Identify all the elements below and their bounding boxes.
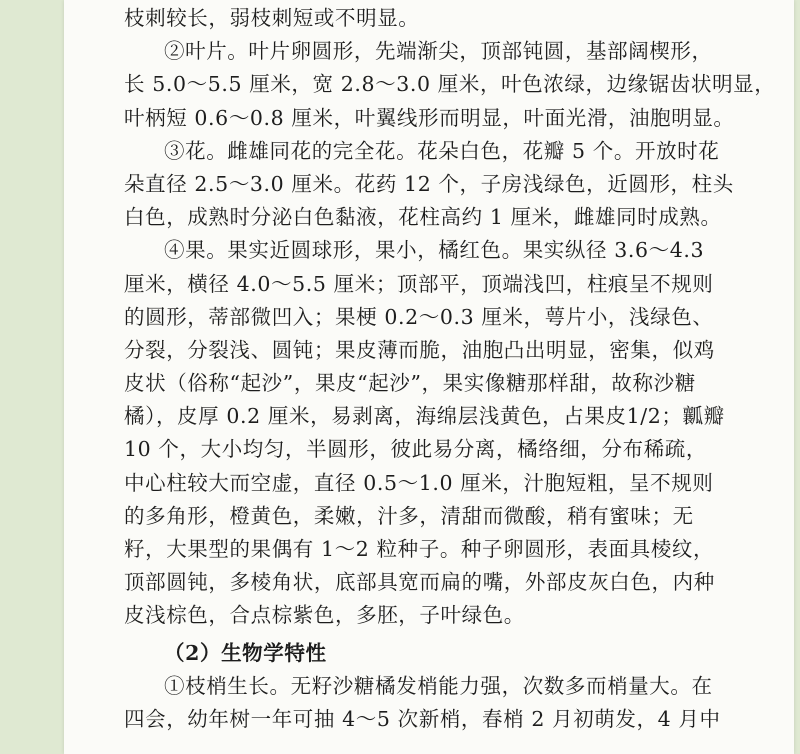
text-line: 顶部圆钝，多棱角状，底部具宽而扁的嘴，外部皮灰白色，内种: [124, 570, 715, 595]
paragraph-shoot-growth-start: ①枝梢生长。无籽沙糖橘发梢能力强，次数多而梢量大。在: [164, 673, 713, 698]
section-heading: （2）生物学特性: [164, 640, 327, 665]
document-page: [64, 0, 794, 754]
text-line: 朵直径 2.5～3.0 厘米。花药 12 个，子房浅绿色，近圆形，柱头: [124, 171, 734, 196]
text-line: 的圆形，蒂部微凹入；果梗 0.2～0.3 厘米，萼片小，浅绿色、: [124, 304, 714, 329]
text-line: 叶柄短 0.6～0.8 厘米，叶翼线形而明显，叶面光滑，油胞明显。: [124, 105, 735, 130]
text-line: 10 个，大小均匀，半圆形，彼此易分离，橘络细，分布稀疏，: [124, 437, 707, 462]
text-line: 长 5.0～5.5 厘米，宽 2.8～3.0 厘米，叶色浓绿，边缘锯齿状明显，: [124, 72, 776, 97]
body-text: [124, 2, 792, 736]
text-line: 白色，成熟时分泌白色黏液，花柱高约 1 厘米，雌雄同时成熟。: [124, 205, 722, 230]
text-line: 的多角形，橙黄色，柔嫩，汁多，清甜而微酸，稍有蜜味；无: [124, 503, 694, 528]
text-line: 籽，大果型的果偶有 1～2 粒种子。种子卵圆形，表面具棱纹，: [124, 537, 715, 561]
text-line: 皮浅棕色，合点棕紫色，多胚，子叶绿色。: [124, 603, 525, 628]
paragraph-leaf-start: ②叶片。叶片卵圆形，先端渐尖，顶部钝圆，基部阔楔形，: [164, 39, 713, 64]
text-line: 分裂，分裂浅、圆钝；果皮薄而脆，油胞凸出明显，密集，似鸡: [124, 337, 715, 362]
text-line: 皮状（俗称“起沙”，果皮“起沙”，果实像糖那样甜，故称沙糖: [124, 371, 696, 396]
paragraph-flower-start: ③花。雌雄同花的完全花。花朵白色，花瓣 5 个。开放时花: [164, 138, 720, 163]
paragraph-fruit-start: ④果。果实近圆球形，果小，橘红色。果实纵径 3.6～4.3: [164, 238, 705, 263]
text-line: 中心柱较大而空虚，直径 0.5～1.0 厘米，汁胞短粗，呈不规则: [124, 470, 714, 495]
text-line: 四会，幼年树一年可抽 4～5 次新梢，春梢 2 月初萌发，4 月中: [124, 706, 721, 731]
text-line: 枝刺较长，弱枝刺短或不明显。: [124, 6, 420, 30]
text-line: 厘米，横径 4.0～5.5 厘米；顶部平，顶端浅凹，柱痕呈不规则: [124, 271, 714, 296]
text-line: 橘），皮厚 0.2 厘米，易剥离，海绵层浅黄色，占果皮1/2；瓤瓣: [124, 404, 725, 429]
